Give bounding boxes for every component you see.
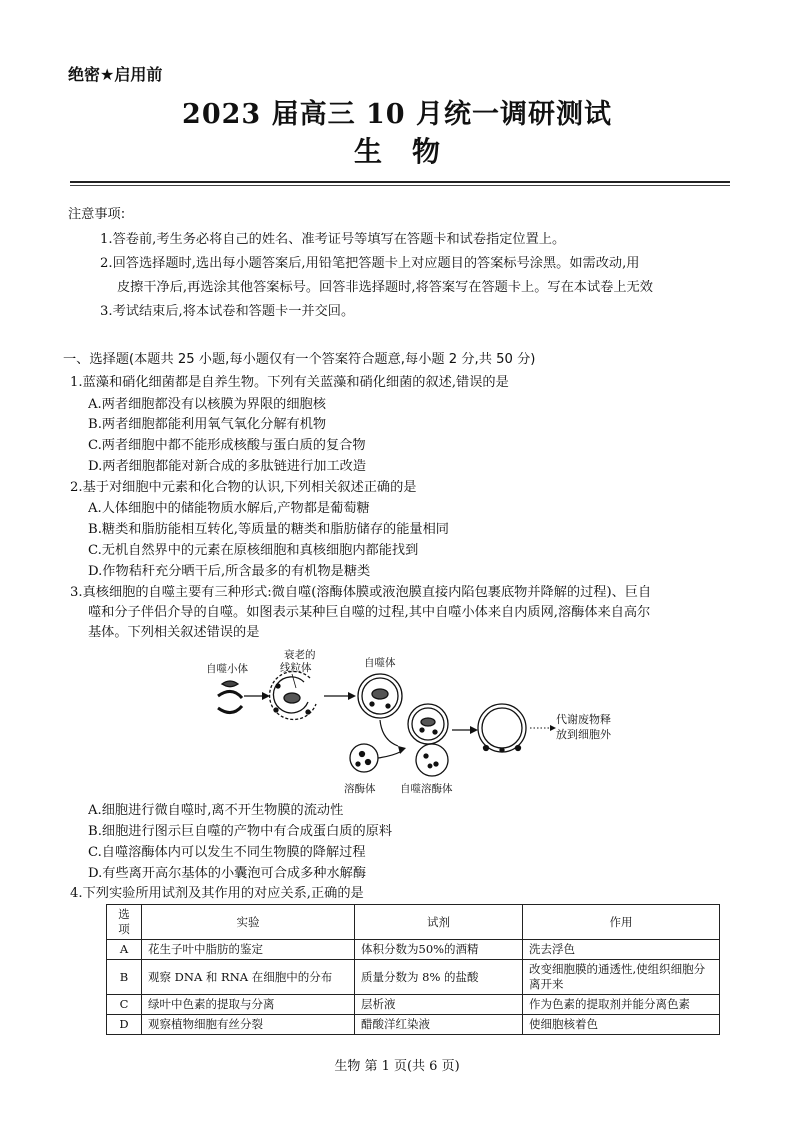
question-2-option-c: C.无机自然界中的元素在原核细胞和真核细胞内都能找到 — [88, 543, 419, 558]
arrow-2-head — [348, 692, 356, 700]
autophagosome-icon — [218, 681, 242, 713]
fusion-cell-icon — [478, 704, 526, 752]
table-cell: C — [107, 995, 142, 1015]
label-waste-line2: 放到细胞外 — [556, 728, 611, 741]
experiment-table — [106, 904, 720, 1035]
arrow-3 — [380, 720, 398, 746]
question-3-option-a: A.细胞进行微自噬时,离不开生物膜的流动性 — [88, 803, 344, 818]
autophagy-body-icon — [358, 674, 402, 718]
table-cell: 洗去浮色 — [523, 940, 720, 960]
table-header: 试剂 — [355, 905, 523, 940]
section-heading: 一、选择题(本题共 25 小题,每小题仅有一个答案符合题意,每小题 2 分,共 50 分) — [63, 352, 536, 367]
table-cell: 观察植物细胞有丝分裂 — [142, 1015, 355, 1035]
question-1-option-b: B.两者细胞都能利用氧气氧化分解有机物 — [88, 417, 327, 432]
label-aging-mitochondrion-2: 线粒体 — [280, 662, 312, 674]
confidential-label: 绝密★启用前 — [68, 65, 163, 84]
question-1-option-c: C.两者细胞中都不能形成核酸与蛋白质的复合物 — [88, 438, 366, 453]
question-3-option-c: C.自噬溶酶体内可以发生不同生物膜的降解过程 — [88, 845, 366, 860]
question-1-stem: 1.蓝藻和硝化细菌都是自养生物。下列有关蓝藻和硝化细菌的叙述,错误的是 — [70, 375, 509, 390]
table-cell: 改变细胞膜的通透性,使组织细胞分离开来 — [523, 960, 720, 995]
note-item: 3.考试结束后,将本试卷和答题卡一并交回。 — [100, 304, 355, 319]
note-item: 皮擦干净后,再选涂其他答案标号。回答非选择题时,将答案写在答题卡上。写在本试卷上无效 — [117, 280, 653, 295]
table-header-row — [107, 905, 720, 940]
header-rule-thick — [70, 181, 730, 183]
header-rule-thin — [70, 185, 730, 186]
label-autolysosome: 自噬溶酶体 — [400, 783, 453, 795]
question-3-stem-line: 基体。下列相关叙述错误的是 — [88, 625, 260, 640]
table-cell: 作为色素的提取剂并能分离色素 — [523, 995, 720, 1015]
table-header: 选项 — [107, 905, 142, 940]
table-cell: B — [107, 960, 142, 995]
table-cell: A — [107, 940, 142, 960]
arrow-4 — [378, 752, 400, 758]
question-1-option-a: A.两者细胞都没有以核膜为界限的细胞核 — [88, 397, 326, 412]
table-row — [107, 995, 720, 1015]
table-cell: 体积分数为50%的酒精 — [355, 940, 523, 960]
table-cell: 层析液 — [355, 995, 523, 1015]
table-cell: 绿叶中色素的提取与分离 — [142, 995, 355, 1015]
question-3-stem-line: 噬和分子伴侣介导的自噬。如图表示某种巨自噬的过程,其中自噬小体来自内质网,溶酶体来自高尔 — [88, 605, 651, 620]
autolysosome-icon — [408, 704, 448, 776]
table-row — [107, 940, 720, 960]
subject-title: 生物 — [353, 135, 470, 168]
table-cell: D — [107, 1015, 142, 1035]
table-cell: 质量分数为 8% 的盐酸 — [355, 960, 523, 995]
label-waste-line1: 代谢废物释 — [556, 713, 611, 726]
question-2-option-d: D.作物秸秆充分晒干后,所含最多的有机物是糖类 — [88, 564, 371, 579]
table-cell: 花生子叶中脂肪的鉴定 — [142, 940, 355, 960]
pointer-mitochondrion — [292, 674, 296, 688]
engulfing-cell-icon — [270, 671, 316, 719]
label-autophagy-body: 自噬体 — [364, 657, 396, 669]
arrow-1-head — [262, 692, 270, 700]
note-item: 2.回答选择题时,选出每小题答案后,用铅笔把答题卡上对应题目的答案标号涂黑。如需改动,用 — [100, 256, 640, 271]
table-row — [107, 1015, 720, 1035]
table-cell: 醋酸洋红染液 — [355, 1015, 523, 1035]
question-3-option-d: D.有些离开高尔基体的小囊泡可合成多种水解酶 — [88, 866, 367, 881]
note-item: 1.答卷前,考生务必将自己的姓名、准考证号等填写在答题卡和试卷指定位置上。 — [100, 232, 566, 247]
question-3-option-b: B.细胞进行图示巨自噬的产物中有合成蛋白质的原料 — [88, 824, 393, 839]
question-3-stem-line: 3.真核细胞的自噬主要有三种形式:微自噬(溶酶体膜或液泡膜直接内陷包裹底物并降解的过程)、巨自 — [70, 585, 652, 600]
question-2-stem: 2.基于对细胞中元素和化合物的认识,下列相关叙述正确的是 — [70, 480, 417, 495]
question-1-option-d: D.两者细胞都能对新合成的多肽链进行加工改造 — [88, 459, 367, 474]
question-4-stem: 4.下列实验所用试剂及其作用的对应关系,正确的是 — [70, 886, 364, 901]
page-footer: 生物 第 1 页(共 6 页) — [334, 1059, 460, 1074]
table-header: 实验 — [142, 905, 355, 940]
label-autophagosome: 自噬小体 — [206, 663, 248, 675]
question-2-option-b: B.糖类和脂肪能相互转化,等质量的糖类和脂肪储存的能量相同 — [88, 522, 449, 537]
lysosome-icon — [350, 744, 378, 772]
question-2-option-a: A.人体细胞中的储能物质水解后,产物都是葡萄糖 — [88, 501, 370, 516]
label-aging-mitochondrion-1: 衰老的 — [284, 649, 316, 661]
exam-title: 2023 届高三 10 月统一调研测试 — [182, 99, 612, 130]
table-cell: 使细胞核着色 — [523, 1015, 720, 1035]
arrow-5-head — [470, 726, 478, 734]
table-header: 作用 — [523, 905, 720, 940]
autophagy-diagram — [200, 640, 560, 800]
table-row — [107, 960, 720, 995]
table-cell: 观察 DNA 和 RNA 在细胞中的分布 — [142, 960, 355, 995]
label-lysosome: 溶酶体 — [344, 783, 376, 795]
notes-title: 注意事项: — [68, 207, 126, 222]
